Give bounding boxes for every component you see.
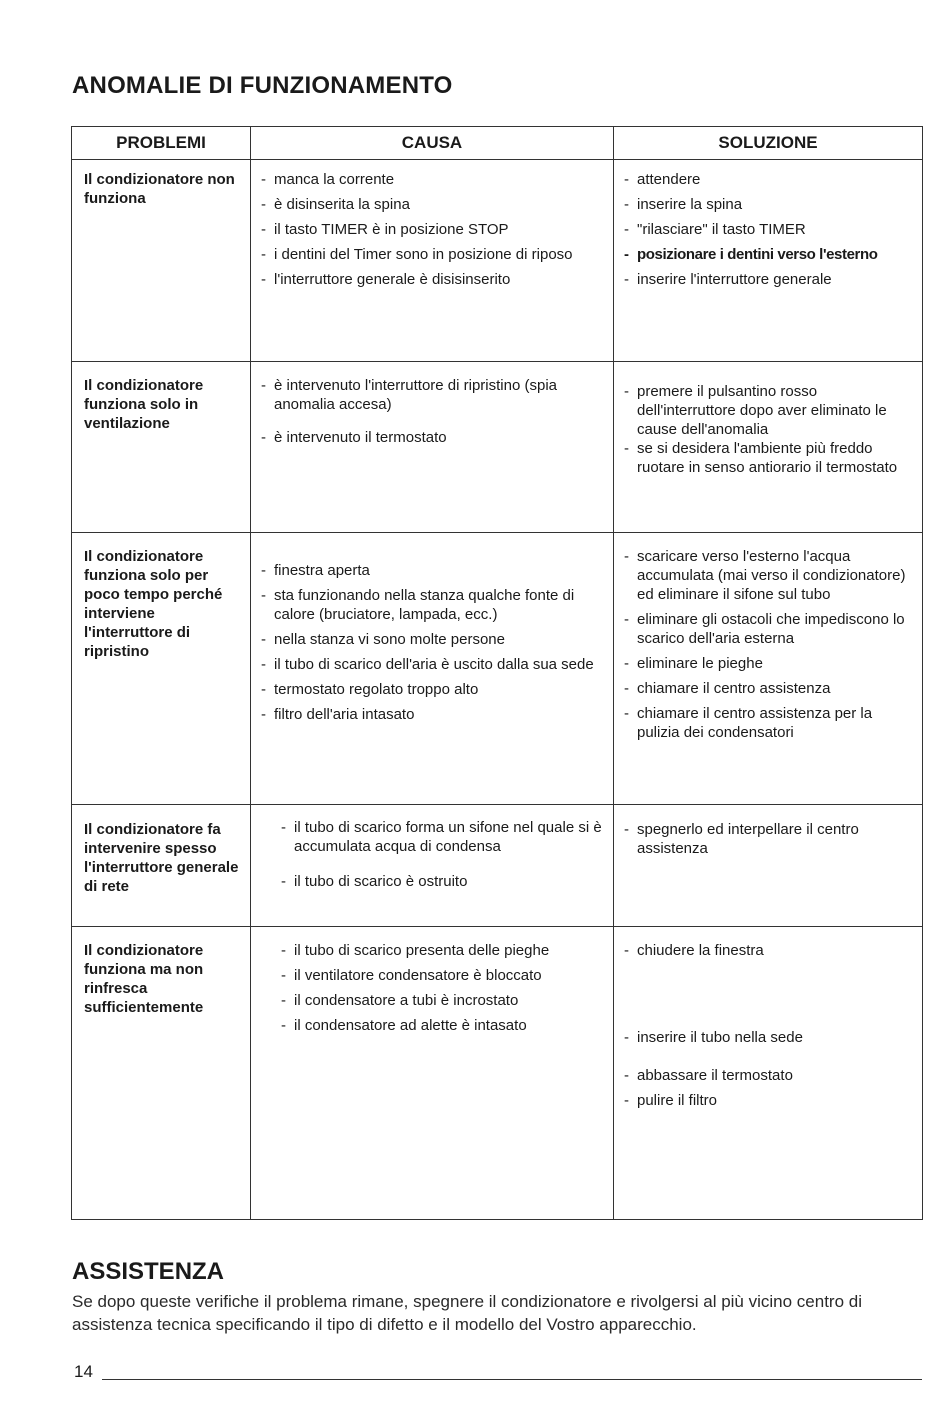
- cause-item: - il ventilatore condensatore è bloccato: [281, 966, 607, 985]
- cause-item: - termostato regolato troppo alto: [261, 680, 607, 699]
- solution-item: - inserire il tubo nella sede: [624, 1028, 914, 1047]
- solution-item: - chiamare il centro assistenza per la pulizia dei condensatori: [624, 704, 914, 742]
- table-row: [72, 805, 923, 927]
- table-row: [72, 160, 923, 362]
- cause-cell: [251, 805, 614, 927]
- cause-item: - è disinserita la spina: [261, 195, 607, 214]
- cause-item: - il tubo di scarico forma un sifone nel quale si è accumulata acqua di condensa: [281, 818, 607, 856]
- solution-item: - eliminare le pieghe: [624, 654, 914, 673]
- cause-item: - manca la corrente: [261, 170, 607, 189]
- cause-item: - finestra aperta: [261, 561, 607, 580]
- cause-item: - filtro dell'aria intasato: [261, 705, 607, 724]
- solution-item: - spegnerlo ed interpellare il centro assistenza: [624, 820, 914, 858]
- solution-cell: [614, 160, 923, 362]
- solution-item: - pulire il filtro: [624, 1091, 914, 1110]
- cause-cell: [251, 160, 614, 362]
- solution-item: - attendere: [624, 170, 914, 189]
- cause-cell: [251, 362, 614, 533]
- cause-item: - i dentini del Timer sono in posizione di riposo: [261, 245, 607, 264]
- solution-item: - premere il pulsantino rosso dell'interruttore dopo aver eliminato le cause dell'anomalia: [624, 382, 914, 439]
- solution-item: - chiamare il centro assistenza: [624, 679, 914, 698]
- table-row: [72, 362, 923, 533]
- cause-cell: [251, 927, 614, 1220]
- column-header-cause: CAUSA: [251, 127, 614, 160]
- solution-cell: [614, 927, 923, 1220]
- solution-item: - chiudere la finestra: [624, 941, 914, 960]
- cause-cell: [251, 533, 614, 805]
- table-row: [72, 533, 923, 805]
- cause-item: - il condensatore a tubi è incrostato: [281, 991, 607, 1010]
- cause-item: - il tasto TIMER è in posizione STOP: [261, 220, 607, 239]
- table-row: [72, 927, 923, 1220]
- solution-item: - se si desidera l'ambiente più freddo ruotare in senso antiorario il termostato: [624, 439, 914, 477]
- cause-item: - è intervenuto il termostato: [261, 428, 607, 447]
- solution-item: - scaricare verso l'esterno l'acqua accumulata (mai verso il condizionatore) ed eliminare il sifone sul tubo: [624, 547, 914, 604]
- solution-item: - abbassare il termostato: [624, 1066, 914, 1085]
- table-header-row: [72, 127, 923, 160]
- solution-item: - eliminare gli ostacoli che impediscono lo scarico dell'aria esterna: [624, 610, 914, 648]
- problem-cell: Il condizionatore fa intervenire spesso l'interruttore generale di rete: [72, 805, 251, 927]
- solution-item: - "rilasciare" il tasto TIMER: [624, 220, 914, 239]
- cause-item: - sta funzionando nella stanza qualche fonte di calore (bruciatore, lampada, ecc.): [261, 586, 607, 624]
- page-title: ANOMALIE DI FUNZIONAMENTO: [72, 72, 453, 99]
- cause-item: - l'interruttore generale è disisinserito: [261, 270, 607, 289]
- problem-cell: Il condizionatore funziona solo in ventilazione: [72, 362, 251, 533]
- cause-item: - il tubo di scarico dell'aria è uscito dalla sua sede: [261, 655, 607, 674]
- cause-item: - il condensatore ad alette è intasato: [281, 1016, 607, 1035]
- cause-item: - è intervenuto l'interruttore di ripristino (spia anomalia accesa): [261, 376, 607, 414]
- cause-item: - nella stanza vi sono molte persone: [261, 630, 607, 649]
- assistance-title: ASSISTENZA: [72, 1258, 225, 1285]
- solution-item: - inserire la spina: [624, 195, 914, 214]
- problem-cell: Il condizionatore non funziona: [72, 160, 251, 362]
- page-number: 14: [74, 1362, 93, 1381]
- cause-item: - il tubo di scarico è ostruito: [281, 872, 607, 891]
- solution-item: - posizionare i dentini verso l'esterno: [624, 245, 914, 264]
- solution-item: - inserire l'interruttore generale: [624, 270, 914, 289]
- solution-cell: [614, 362, 923, 533]
- problem-cell: Il condizionatore funziona ma non rinfresca sufficientemente: [72, 927, 251, 1220]
- troubleshooting-table: [71, 126, 923, 1220]
- problem-cell: Il condizionatore funziona solo per poco tempo perché interviene l'interruttore di ripristino: [72, 533, 251, 805]
- cause-item: - il tubo di scarico presenta delle pieghe: [281, 941, 607, 960]
- column-header-problems: PROBLEMI: [72, 127, 251, 160]
- column-header-solution: SOLUZIONE: [614, 127, 923, 160]
- assistance-paragraph: Se dopo queste verifiche il problema rimane, spegnere il condizionatore e rivolgersi al più vicino centro di assistenza tecnica specificando il tipo di difetto e il modello del Vostro apparecchio.: [72, 1292, 862, 1334]
- solution-cell: [614, 533, 923, 805]
- solution-cell: [614, 805, 923, 927]
- footer-divider: [102, 1379, 922, 1380]
